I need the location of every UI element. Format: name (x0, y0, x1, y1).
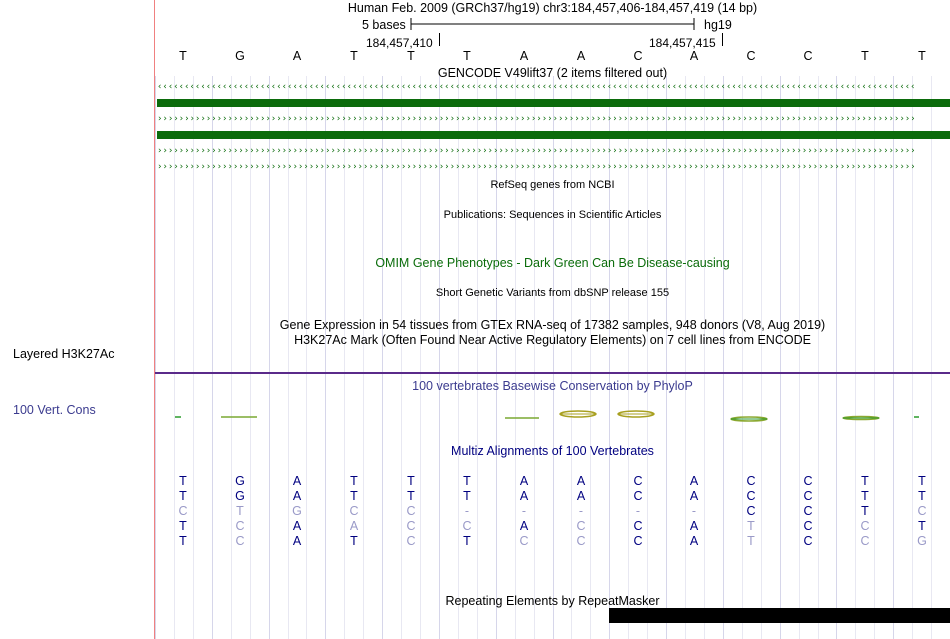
alignment-base-rhesus: A (519, 489, 529, 503)
coord-tick-2 (722, 33, 723, 46)
alignment-base-rhesus: T (463, 489, 471, 503)
gene-linc02069[interactable] (157, 84, 950, 91)
alignment-base-rhesus: T (179, 489, 187, 503)
sequence-base: T (179, 49, 187, 63)
alignment-base-human: A (292, 474, 302, 488)
alignment-base-mouse: - (635, 504, 641, 518)
gtex-track-title[interactable]: Gene Expression in 54 tissues from GTEx RNA-seq of 17382 samples, 948 donors (V8, Aug 2019) (279, 318, 826, 332)
alignment-base-human: C (746, 474, 756, 488)
alignment-base-human: G (235, 474, 245, 488)
alignment-base-dog: C (633, 519, 643, 533)
alignment-base-elephant: T (179, 534, 187, 548)
plus-strand-arrows: ›››››››››››››››››››››››››››››››››››››››››››››››››››››››››››››››››››››››››››››››››››››››››››››››››››››››››››››››››››››››››››››››››››››››››››› (157, 164, 916, 171)
alignment-base-elephant: C (803, 534, 813, 548)
alignment-base-mouse: C (917, 504, 927, 518)
alignment-base-elephant: C (860, 534, 870, 548)
alignment-base-elephant: T (463, 534, 471, 548)
track-label-h3k27ac[interactable]: Layered H3K27Ac (13, 347, 115, 361)
alignment-base-human: T (179, 474, 187, 488)
alignment-base-rhesus: A (689, 489, 699, 503)
alignment-base-elephant: G (917, 534, 927, 548)
track-image-pane[interactable] (155, 0, 950, 639)
alignment-base-rhesus: T (861, 489, 869, 503)
sequence-base: T (463, 49, 471, 63)
coord-label-2: 184,457,415 (649, 36, 716, 50)
gene-ensg-2[interactable] (157, 116, 950, 123)
scale-bases-text: 5 bases (362, 18, 406, 32)
alignment-base-dog: T (747, 519, 755, 533)
track-label-vert-cons[interactable]: 100 Vert. Cons (13, 403, 96, 417)
repeatmasker-track-title[interactable]: Repeating Elements by RepeatMasker (445, 594, 660, 608)
alignment-base-rhesus: C (803, 489, 813, 503)
assembly-text: hg19 (704, 18, 732, 32)
alignment-base-human: T (350, 474, 358, 488)
alignment-base-elephant: T (350, 534, 358, 548)
refseq-track-title[interactable]: RefSeq genes from NCBI (490, 179, 615, 191)
alignment-base-human: A (576, 474, 586, 488)
alignment-base-dog: A (519, 519, 529, 533)
alignment-base-rhesus: T (350, 489, 358, 503)
alignment-base-human: T (861, 474, 869, 488)
alignment-base-mouse: T (861, 504, 869, 518)
repeat-element-bar[interactable] (609, 608, 950, 623)
alignment-base-dog: T (179, 519, 187, 533)
alignment-base-dog: C (576, 519, 586, 533)
alignment-base-dog: A (292, 519, 302, 533)
alignment-base-rhesus: C (633, 489, 643, 503)
alignment-base-elephant: C (633, 534, 643, 548)
sequence-base: C (633, 49, 643, 63)
alignment-base-elephant: C (235, 534, 245, 548)
alignment-base-dog: T (918, 519, 926, 533)
alignment-base-elephant: A (689, 534, 699, 548)
sequence-base: T (407, 49, 415, 63)
alignment-base-dog: A (689, 519, 699, 533)
plus-strand-arrows: ›››››››››››››››››››››››››››››››››››››››››››››››››››››››››››››››››››››››››››››››››››››››››››››››››››››››››››››››››››››››››››››››››››››››››››› (157, 116, 916, 123)
sequence-base: T (918, 49, 926, 63)
plus-strand-arrows: ›››››››››››››››››››››››››››››››››››››››››››››››››››››››››››››››››››››››››››››››››››››››››››››››››››››››››››››››››››››››››››››››››››››››››››› (157, 148, 916, 155)
sequence-base: C (746, 49, 756, 63)
alignment-base-rhesus: G (235, 489, 245, 503)
sequence-base: T (861, 49, 869, 63)
gene-ensg-4[interactable] (157, 148, 950, 155)
alignment-base-dog: C (406, 519, 416, 533)
alignment-base-elephant: A (292, 534, 302, 548)
alignment-base-dog: C (803, 519, 813, 533)
alignment-base-elephant: C (576, 534, 586, 548)
sequence-base: A (519, 49, 529, 63)
alignment-base-rhesus: A (292, 489, 302, 503)
sequence-base: A (689, 49, 699, 63)
alignment-base-mouse: T (236, 504, 244, 518)
alignment-base-rhesus: A (576, 489, 586, 503)
sequence-base: T (350, 49, 358, 63)
alignment-base-rhesus: T (918, 489, 926, 503)
coord-label-1: 184,457,410 (366, 36, 433, 50)
alignment-base-mouse: C (178, 504, 188, 518)
phylop-signal[interactable] (155, 406, 950, 426)
publications-track-title[interactable]: Publications: Sequences in Scientific Articles (443, 209, 662, 221)
multiz-track-title[interactable]: Multiz Alignments of 100 Vertebrates (451, 444, 654, 458)
alignment-base-mouse: - (691, 504, 697, 518)
minus-strand-arrows: ‹‹‹‹‹‹‹‹‹‹‹‹‹‹‹‹‹‹‹‹‹‹‹‹‹‹‹‹‹‹‹‹‹‹‹‹‹‹‹‹‹‹‹‹‹‹‹‹‹‹‹‹‹‹‹‹‹‹‹‹‹‹‹‹‹‹‹‹‹‹‹‹‹‹‹‹‹‹‹‹‹‹‹‹‹‹‹‹‹‹‹‹‹‹‹‹‹‹‹‹‹‹‹‹‹‹‹‹‹‹‹‹‹‹‹‹‹‹‹‹‹‹‹‹‹‹‹‹‹‹‹‹‹‹‹‹‹‹‹‹ (157, 84, 916, 91)
gencode-track-title[interactable]: GENCODE V49lift37 (2 items filtered out) (437, 66, 668, 80)
omim-track-title[interactable]: OMIM Gene Phenotypes - Dark Green Can Be Disease-causing (375, 256, 730, 270)
h3k27ac-track-title[interactable]: H3K27Ac Mark (Often Found Near Active Regulatory Elements) on 7 cell lines from ENCODE (294, 333, 811, 347)
alignment-base-human: C (803, 474, 813, 488)
sequence-base: C (803, 49, 813, 63)
alignment-base-mouse: - (578, 504, 584, 518)
phylop-top-border (155, 372, 950, 374)
alignment-base-human: T (463, 474, 471, 488)
alignment-base-human: A (689, 474, 699, 488)
alignment-base-rhesus: C (746, 489, 756, 503)
alignment-base-dog: C (462, 519, 472, 533)
alignment-base-human: T (407, 474, 415, 488)
gene-ensg-5[interactable] (157, 164, 950, 171)
alignment-base-mouse: C (746, 504, 756, 518)
sequence-base: A (292, 49, 302, 63)
alignment-base-mouse: C (349, 504, 359, 518)
alignment-base-elephant: T (747, 534, 755, 548)
sequence-base: A (576, 49, 586, 63)
alignment-base-mouse: - (521, 504, 527, 518)
alignment-base-dog: C (860, 519, 870, 533)
label-pane (0, 0, 154, 639)
gene-ensg-1-exon[interactable] (157, 99, 950, 107)
window-position-text: Human Feb. 2009 (GRCh37/hg19) chr3:184,457,406-184,457,419 (14 bp) (347, 1, 758, 15)
alignment-base-mouse: C (406, 504, 416, 518)
alignment-base-mouse: G (292, 504, 302, 518)
alignment-base-human: T (918, 474, 926, 488)
gene-ensg-3-exon[interactable] (157, 131, 950, 139)
alignment-base-dog: A (349, 519, 359, 533)
alignment-base-dog: C (235, 519, 245, 533)
dbsnp-track-title[interactable]: Short Genetic Variants from dbSNP release 155 (435, 287, 670, 299)
alignment-base-elephant: C (406, 534, 416, 548)
alignment-base-rhesus: T (407, 489, 415, 503)
scale-bar (409, 17, 699, 31)
alignment-base-human: C (633, 474, 643, 488)
alignment-base-mouse: C (803, 504, 813, 518)
sequence-base: G (235, 49, 245, 63)
alignment-base-elephant: C (519, 534, 529, 548)
alignment-base-mouse: - (464, 504, 470, 518)
alignment-base-human: A (519, 474, 529, 488)
coord-tick-1 (439, 33, 440, 46)
phylop-track-title[interactable]: 100 vertebrates Basewise Conservation by PhyloP (412, 379, 693, 393)
